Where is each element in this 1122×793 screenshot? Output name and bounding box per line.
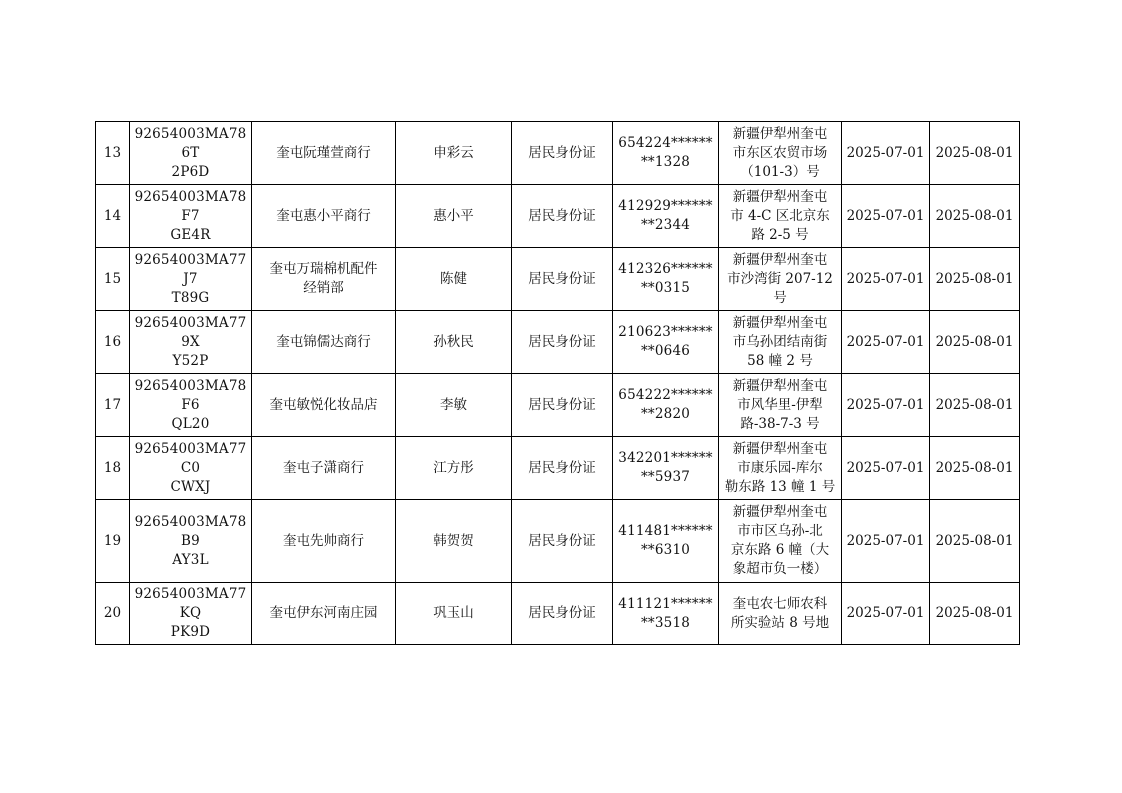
address-line: 所实验站 8 号地	[730, 614, 830, 631]
credit-code-line: 92654003MA77KQ	[134, 586, 247, 621]
address-line: 58 幢 2 号	[747, 352, 813, 369]
business-name	[252, 374, 396, 437]
registration-table	[95, 121, 1020, 645]
start-date: 2025-07-01	[842, 374, 930, 437]
credit-code	[130, 122, 252, 185]
operator-name: 韩贺贺	[396, 500, 512, 583]
credit-code-line: PK9D	[170, 624, 211, 640]
operator-name: 江方彤	[396, 437, 512, 500]
address	[719, 437, 842, 500]
end-date: 2025-08-01	[930, 500, 1020, 583]
start-date: 2025-07-01	[842, 437, 930, 500]
end-date: 2025-08-01	[930, 248, 1020, 311]
end-date: 2025-08-01	[930, 437, 1020, 500]
id-number	[613, 583, 719, 645]
row-number: 20	[96, 583, 130, 645]
id-number	[613, 374, 719, 437]
address-line: 新疆伊犁州奎屯	[732, 377, 828, 394]
business-name-line: 奎屯阮瑾萱商行	[276, 144, 371, 161]
address	[719, 500, 842, 583]
address-line: 路-38-7-3 号	[740, 415, 820, 432]
address-line: 京东路 6 幢（大	[730, 542, 830, 558]
address-line: 奎屯农七师农科	[732, 595, 828, 612]
credit-code	[130, 185, 252, 248]
credit-code	[130, 311, 252, 374]
start-date: 2025-07-01	[842, 248, 930, 311]
start-date: 2025-07-01	[842, 311, 930, 374]
operator-name: 李敏	[396, 374, 512, 437]
start-date: 2025-07-01	[842, 500, 930, 583]
address-line: 新疆伊犁州奎屯	[732, 188, 828, 205]
id-type: 居民身份证	[512, 185, 613, 248]
id-number	[613, 500, 719, 583]
business-name	[252, 500, 396, 583]
business-name-line: 经销部	[303, 280, 344, 296]
credit-code	[130, 248, 252, 311]
id-number	[613, 311, 719, 374]
business-name	[252, 437, 396, 500]
business-name	[252, 311, 396, 374]
row-number: 13	[96, 122, 130, 185]
table-row	[96, 122, 1020, 185]
address-line: 新疆伊犁州奎屯	[732, 504, 828, 520]
credit-code-line: Y52P	[172, 352, 209, 369]
credit-code-line: T89G	[171, 289, 210, 306]
table-row	[96, 248, 1020, 311]
operator-name: 陈健	[396, 248, 512, 311]
business-name-line: 奎屯惠小平商行	[276, 207, 371, 224]
business-name-line: 奎屯伊东河南庄园	[269, 605, 378, 621]
id-type: 居民身份证	[512, 122, 613, 185]
business-name-line: 奎屯敏悦化妆品店	[269, 396, 378, 413]
credit-code	[130, 437, 252, 500]
start-date: 2025-07-01	[842, 185, 930, 248]
operator-name: 孙秋民	[396, 311, 512, 374]
address-line: 勒东路 13 幢 1 号	[724, 478, 836, 495]
address-line: 市 4-C 区北京东	[730, 207, 830, 224]
credit-code-line: 92654003MA77J7	[134, 251, 247, 287]
address-line: （101-3）号	[740, 163, 820, 180]
address-line: 市康乐园-库尔	[737, 459, 823, 476]
address	[719, 374, 842, 437]
id-number-line: 412326******	[618, 261, 713, 277]
address	[719, 583, 842, 645]
id-number-line: **0646	[640, 343, 691, 359]
operator-name: 惠小平	[396, 185, 512, 248]
id-number-line: **6310	[640, 542, 691, 558]
id-type: 居民身份证	[512, 583, 613, 645]
business-name-line: 奎屯先帅商行	[283, 532, 364, 549]
credit-code	[130, 374, 252, 437]
business-name-line: 奎屯万瑞棉机配件	[269, 261, 378, 277]
credit-code-line: 92654003MA779X	[134, 314, 247, 350]
table-body	[96, 122, 1020, 645]
id-number	[613, 185, 719, 248]
start-date: 2025-07-01	[842, 122, 930, 185]
row-number: 15	[96, 248, 130, 311]
address	[719, 185, 842, 248]
address-line: 市沙湾街 207-12	[727, 270, 833, 287]
row-number: 17	[96, 374, 130, 437]
id-number-line: **0315	[640, 280, 691, 296]
id-type: 居民身份证	[512, 248, 613, 311]
credit-code-line: 92654003MA78F6	[134, 377, 247, 413]
id-number	[613, 248, 719, 311]
address	[719, 311, 842, 374]
address-line: 号	[773, 289, 787, 306]
address	[719, 122, 842, 185]
id-number-line: **2344	[640, 217, 691, 233]
id-number-line: 411481******	[618, 523, 713, 539]
address	[719, 248, 842, 311]
address-line: 象超市负一楼）	[732, 561, 828, 577]
id-number-line: 342201******	[618, 450, 713, 466]
credit-code-line: AY3L	[172, 551, 209, 568]
id-type: 居民身份证	[512, 437, 613, 500]
address-line: 新疆伊犁州奎屯	[732, 440, 828, 457]
credit-code	[130, 583, 252, 645]
credit-code-line: QL20	[171, 415, 210, 432]
id-number-line: **3518	[640, 614, 691, 631]
address-line: 市市区乌孙-北	[737, 523, 823, 539]
credit-code-line: 92654003MA786T	[134, 125, 247, 161]
business-name	[252, 583, 396, 645]
address-line: 市风华里-伊犁	[737, 396, 823, 413]
address-line: 新疆伊犁州奎屯	[732, 314, 828, 331]
table-row	[96, 185, 1020, 248]
credit-code-line: 92654003MA78F7	[134, 188, 247, 224]
row-number: 18	[96, 437, 130, 500]
address-line: 市乌孙团结南街	[732, 333, 828, 350]
table-row	[96, 583, 1020, 645]
table-row	[96, 500, 1020, 583]
credit-code-line: 2P6D	[171, 163, 210, 180]
credit-code-line: 92654003MA78B9	[134, 513, 247, 549]
address-line: 市东区农贸市场	[732, 144, 828, 161]
id-number-line: **5937	[640, 469, 691, 485]
id-number-line: **1328	[640, 154, 691, 170]
id-number-line: 412929******	[618, 198, 713, 214]
id-number-line: 411121******	[618, 595, 713, 612]
id-number-line: **2820	[640, 406, 691, 422]
business-name-line: 奎屯子潇商行	[283, 459, 364, 476]
credit-code-line: CWXJ	[170, 478, 211, 495]
table-row	[96, 311, 1020, 374]
id-number	[613, 122, 719, 185]
end-date: 2025-08-01	[930, 583, 1020, 645]
table-row	[96, 374, 1020, 437]
operator-name: 巩玉山	[396, 583, 512, 645]
operator-name: 申彩云	[396, 122, 512, 185]
business-name-line: 奎屯锦儒达商行	[276, 333, 371, 350]
table-row	[96, 437, 1020, 500]
end-date: 2025-08-01	[930, 311, 1020, 374]
end-date: 2025-08-01	[930, 185, 1020, 248]
id-number-line: 654222******	[618, 387, 713, 403]
address-line: 路 2-5 号	[751, 226, 809, 243]
row-number: 14	[96, 185, 130, 248]
id-type: 居民身份证	[512, 500, 613, 583]
business-name	[252, 122, 396, 185]
start-date: 2025-07-01	[842, 583, 930, 645]
credit-code-line: 92654003MA77C0	[134, 440, 247, 476]
row-number: 16	[96, 311, 130, 374]
row-number: 19	[96, 500, 130, 583]
address-line: 新疆伊犁州奎屯	[732, 125, 828, 142]
end-date: 2025-08-01	[930, 122, 1020, 185]
credit-code	[130, 500, 252, 583]
id-number	[613, 437, 719, 500]
id-number-line: 210623******	[618, 324, 713, 340]
business-name	[252, 185, 396, 248]
credit-code-line: GE4R	[170, 226, 211, 243]
id-type: 居民身份证	[512, 311, 613, 374]
end-date: 2025-08-01	[930, 374, 1020, 437]
business-name	[252, 248, 396, 311]
id-number-line: 654224******	[618, 135, 713, 151]
id-type: 居民身份证	[512, 374, 613, 437]
address-line: 新疆伊犁州奎屯	[732, 251, 828, 268]
